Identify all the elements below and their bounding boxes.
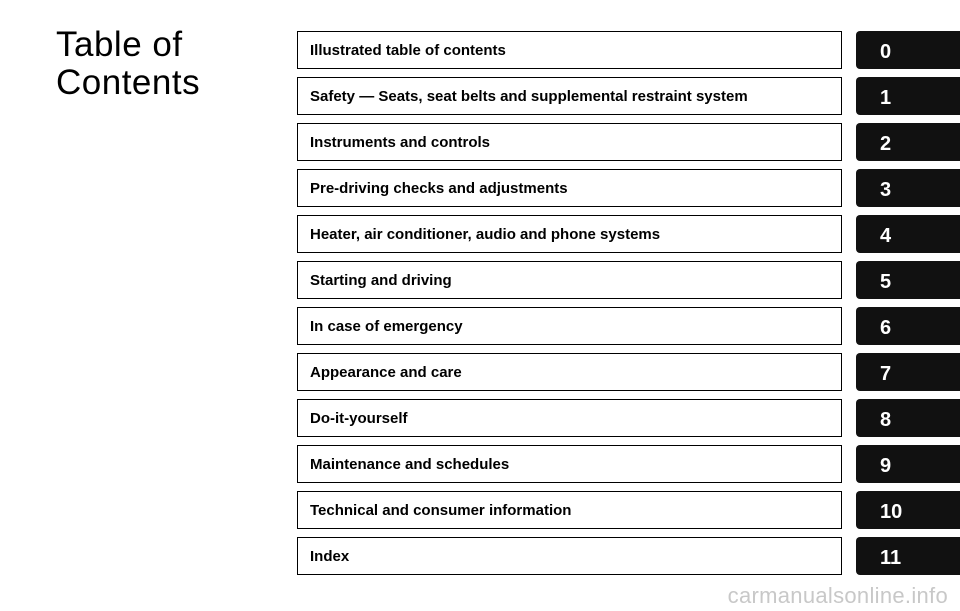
toc-item-illustrated-contents <box>297 31 842 69</box>
section-tab-7[interactable] <box>856 353 960 391</box>
section-tab-8[interactable] <box>856 399 960 437</box>
section-tab-5[interactable] <box>856 261 960 299</box>
section-tab-10[interactable] <box>856 491 960 529</box>
toc-link-illustrated-contents[interactable] <box>297 31 842 69</box>
toc-item-heater-audio <box>297 215 842 253</box>
toc-link-instruments[interactable] <box>297 123 842 161</box>
toc-item-do-it-yourself <box>297 399 842 437</box>
toc-label: Heater, air conditioner, audio and phone systems <box>310 226 661 243</box>
toc-link-heater-audio[interactable] <box>297 215 842 253</box>
toc-item-pre-driving <box>297 169 842 207</box>
toc-link-pre-driving[interactable] <box>297 169 842 207</box>
toc-link-emergency[interactable] <box>297 307 842 345</box>
section-tab-1[interactable] <box>856 77 960 115</box>
section-tab-number: 0 <box>880 41 892 63</box>
toc-link-technical-info[interactable] <box>297 491 842 529</box>
section-tab-2[interactable] <box>856 123 960 161</box>
toc-item-instruments <box>297 123 842 161</box>
toc-label: Do-it-yourself <box>310 410 408 427</box>
toc-item-safety <box>297 77 842 115</box>
section-tab-number: 5 <box>880 271 892 293</box>
section-tab-number: 11 <box>880 547 902 569</box>
section-tab-number: 1 <box>880 87 892 109</box>
section-tab-number: 9 <box>880 455 892 477</box>
toc-label: Maintenance and schedules <box>310 456 510 473</box>
toc-item-emergency <box>297 307 842 345</box>
section-tab-4[interactable] <box>856 215 960 253</box>
toc-item-appearance-care <box>297 353 842 391</box>
section-tab-number: 10 <box>880 501 903 523</box>
toc-label: In case of emergency <box>310 318 463 335</box>
toc-link-maintenance[interactable] <box>297 445 842 483</box>
toc-label: Instruments and controls <box>310 134 491 151</box>
toc-item-maintenance <box>297 445 842 483</box>
page-title-line-2: Contents <box>56 63 201 102</box>
toc-label: Index <box>310 548 350 565</box>
page-title-line-1: Table of <box>56 25 183 64</box>
section-tab-0[interactable] <box>856 31 960 69</box>
toc-link-starting-driving[interactable] <box>297 261 842 299</box>
section-tab-number: 4 <box>880 225 892 247</box>
section-tab-list <box>856 31 960 583</box>
toc-label: Appearance and care <box>310 364 462 381</box>
toc-label: Technical and consumer information <box>310 502 572 519</box>
toc-list <box>297 31 842 583</box>
toc-link-appearance-care[interactable] <box>297 353 842 391</box>
toc-label: Illustrated table of contents <box>310 42 506 59</box>
toc-item-index <box>297 537 842 575</box>
toc-link-index[interactable] <box>297 537 842 575</box>
section-tab-6[interactable] <box>856 307 960 345</box>
toc-link-safety[interactable] <box>297 77 842 115</box>
toc-label: Safety — Seats, seat belts and supplemental restraint system <box>310 88 748 105</box>
section-tab-number: 8 <box>880 409 892 431</box>
section-tab-11[interactable] <box>856 537 960 575</box>
section-tab-3[interactable] <box>856 169 960 207</box>
toc-item-technical-info <box>297 491 842 529</box>
section-tab-number: 3 <box>880 179 892 201</box>
toc-label: Starting and driving <box>310 272 452 289</box>
toc-link-do-it-yourself[interactable] <box>297 399 842 437</box>
section-tab-number: 6 <box>880 317 892 339</box>
section-tab-number: 7 <box>880 363 892 385</box>
section-tab-number: 2 <box>880 133 892 155</box>
toc-item-starting-driving <box>297 261 842 299</box>
page-title <box>56 26 200 102</box>
section-tab-9[interactable] <box>856 445 960 483</box>
toc-label: Pre-driving checks and adjustments <box>310 180 568 197</box>
watermark: carmanualsonline.info <box>727 583 948 608</box>
